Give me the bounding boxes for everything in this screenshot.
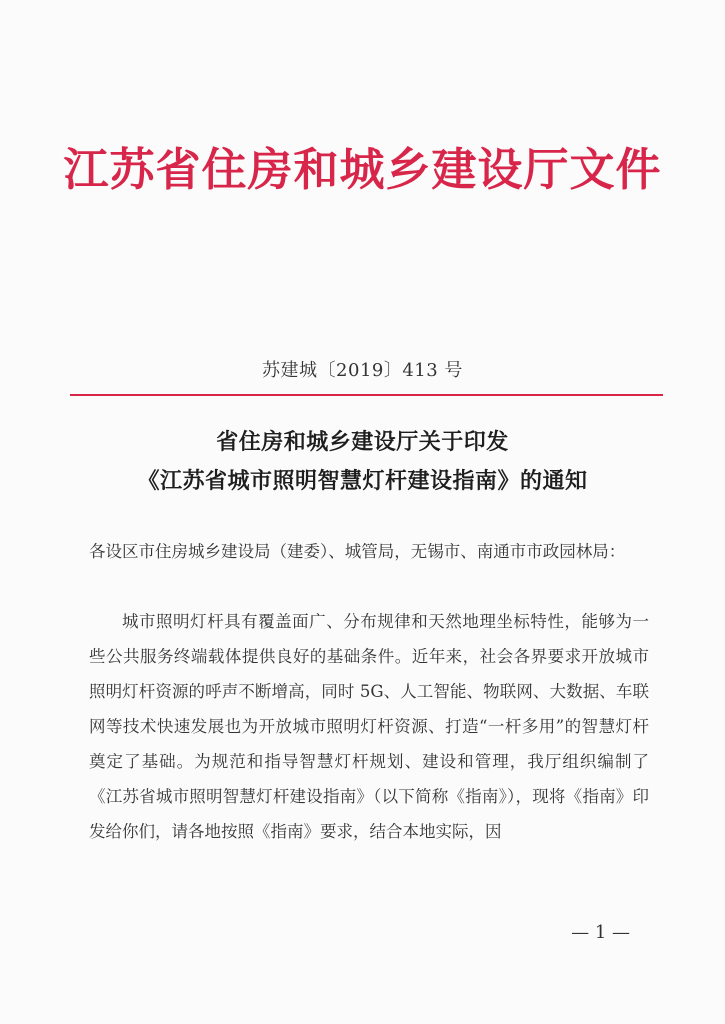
addressee: 各设区市住房城乡建设局（建委）、城管局，无锡市、南通市市政园林局： bbox=[89, 542, 626, 561]
notice-title-line-1: 省住房和城乡建设厅关于印发 bbox=[216, 430, 509, 455]
notice-title-line-2: 《江苏省城市照明智慧灯杆建设指南》的通知 bbox=[137, 469, 588, 494]
body-paragraph: 城市照明灯杆具有覆盖面广、分布规律和天然地理坐标特性，能够为一些公共服务终端载体提供良好的基础条件。近年来，社会各界要求开放城市照明灯杆资源的呼声不断增高，同时 5G、人工智能、物联网、大数据、车联网等技术快速发展也为开放城市照明灯杆资源、打造“一杆多用”的智慧灯杆奠定了基础。为规范和指导智慧灯杆规划、建设和管理，我厅组织编制了《江苏省城市照明智慧灯杆建设指南》（以下简称《指南》），现将《指南》印发给你们，请各地按照《指南》要求，结合本地实际，因 bbox=[89, 612, 649, 841]
document-number: 苏建城〔2019〕413 号 bbox=[262, 360, 463, 381]
red-separator-line bbox=[70, 394, 663, 396]
issuing-authority-header: 江苏省住房和城乡建设厅文件 bbox=[63, 143, 662, 196]
page-number: — 1 — bbox=[571, 922, 630, 943]
